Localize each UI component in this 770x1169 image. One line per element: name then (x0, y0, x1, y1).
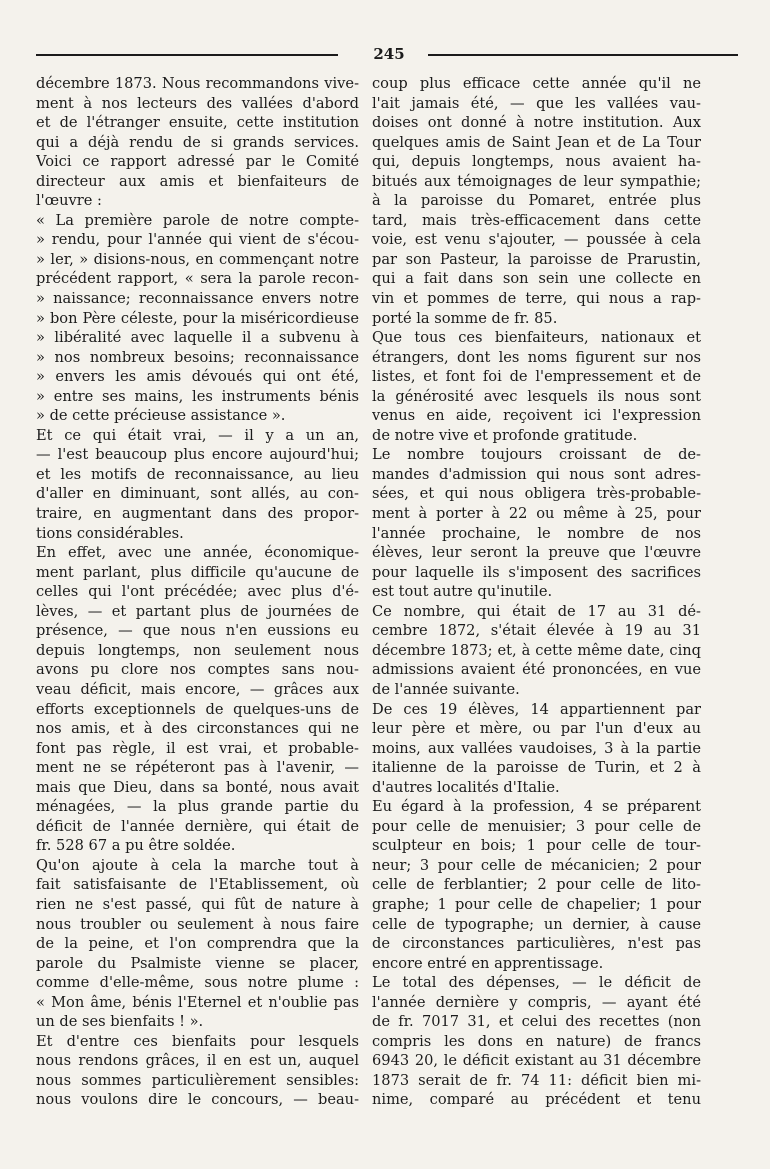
text-line: à la paroisse du Pomaret, entrée plus (372, 192, 701, 210)
text-line: nous rendons grâces, il en est un, auquel (36, 1052, 359, 1070)
text-line: » envers les amis dévoués qui ont été, (36, 368, 359, 386)
text-line: sées, et qui nous obligera très-probable- (372, 485, 701, 503)
text-line: de circonstances particulières, n'est pas (372, 935, 701, 953)
text-line: rien ne s'est passé, qui fût de nature à (36, 895, 359, 913)
text-line: parole du Psalmiste vienne se placer, (36, 954, 359, 972)
text-line: élèves, leur seront la preuve que l'œuvre (372, 544, 701, 562)
text-line: graphe; 1 pour celle de chapelier; 1 pour (372, 895, 701, 913)
text-line: En effet, avec une année, économique- (36, 544, 359, 562)
text-line: un de ses bienfaits ! ». (36, 1013, 204, 1031)
text-line: » naissance; reconnaissance envers notre (36, 290, 359, 308)
text-line: qui a fait dans son sein une collecte en (372, 270, 701, 288)
text-line: neur; 3 pour celle de mécanicien; 2 pour (372, 856, 701, 874)
text-line: quelques amis de Saint Jean et de La Tour (372, 133, 701, 151)
text-line: ment à porter à 22 ou même à 25, pour (372, 505, 701, 523)
text-line: nos amis, et à des circonstances qui ne (36, 720, 359, 738)
text-line: nous troubler ou seulement à nous faire (36, 915, 359, 933)
text-line: mandes d'admission qui nous sont adres- (372, 465, 701, 483)
text-line: veau déficit, mais encore, — grâces aux (36, 680, 359, 698)
text-line: par son Pasteur, la paroisse de Prarustin, (372, 250, 701, 268)
text-line: Voici ce rapport adressé par le Comité (36, 153, 359, 171)
text-line: et de l'étranger ensuite, cette institution (36, 114, 359, 132)
text-line: celle de ferblantier; 2 pour celle de lito- (372, 876, 701, 894)
text-line: Que tous ces bienfaiteurs, nationaux et (372, 329, 701, 347)
text-line: cembre 1872, s'était élevée à 19 au 31 (372, 622, 701, 640)
text-line: Ce nombre, qui était de 17 au 31 dé- (372, 602, 701, 620)
text-line: leur père et mère, ou par l'un d'eux au (372, 720, 701, 738)
text-line: l'année prochaine, le nombre de nos (372, 524, 701, 542)
text-line: Et ce qui était vrai, — il y a un an, (36, 426, 359, 444)
text-line: voie, est venu s'ajouter, — poussée à cela (372, 231, 701, 249)
text-line: 1873 serait de fr. 74 11: déficit bien mi- (372, 1071, 701, 1089)
text-line: » bon Père céleste, pour la miséricordieuse (36, 309, 359, 327)
text-line: ménagées, — la plus grande partie du (36, 798, 359, 816)
text-line: ment à nos lecteurs des vallées d'abord (36, 94, 359, 112)
text-line: qui, depuis longtemps, nous avaient ha- (372, 153, 701, 171)
text-line: traire, en augmentant dans des propor- (36, 505, 359, 523)
text-line: celle de typographe; un dernier, à cause (372, 915, 701, 933)
text-line: tard, mais très-efficacement dans cette (372, 211, 701, 229)
page-header (36, 44, 738, 64)
text-line: de l'année suivante. (372, 680, 520, 698)
text-line: avons pu clore nos comptes sans nou- (36, 661, 359, 679)
text-line: » rendu, pour l'année qui vient de s'écou- (36, 231, 359, 249)
text-line: Eu égard à la profession, 4 se préparent (372, 798, 701, 816)
text-line: Qu'on ajoute à cela la marche tout à (36, 856, 359, 874)
text-line: lèves, — et partant plus de journées de (36, 602, 359, 620)
text-line: déficit de l'année dernière, qui était de (36, 817, 359, 835)
text-line: coup plus efficace cette année qu'il ne (372, 75, 701, 92)
text-line: précédent rapport, « sera la parole recon- (36, 270, 359, 288)
page-number: 245 (373, 45, 405, 63)
text-line: pour celle de menuisier; 3 pour celle de (372, 817, 701, 835)
text-line: mais que Dieu, dans sa bonté, nous avait (36, 778, 359, 796)
text-line: bitués aux témoignages de leur sympathie; (372, 172, 701, 190)
text-line: font pas règle, il est vrai, et probable- (36, 739, 359, 757)
text-line: encore entré en apprentissage. (372, 954, 604, 972)
text-line: pour laquelle ils s'imposent des sacrifices (372, 563, 701, 581)
text-line: de notre vive et profonde gratitude. (372, 426, 638, 444)
left-column (36, 74, 359, 1110)
text-line: Le nombre toujours croissant de de- (372, 446, 701, 464)
text-line: décembre 1873. Nous recommandons vive- (36, 75, 359, 92)
text-line: la générosité avec lesquels ils nous sont (372, 387, 701, 405)
text-line: depuis longtemps, non seulement nous (36, 641, 359, 659)
text-line: décembre 1873; et, à cette même date, cinq (372, 641, 701, 659)
text-line: directeur aux amis et bienfaiteurs de (36, 172, 359, 190)
text-line: étrangers, dont les noms figurent sur nos (372, 348, 701, 366)
text-line: » de cette précieuse assistance ». (36, 407, 286, 425)
text-line: d'aller en diminuant, sont allés, au con- (36, 485, 359, 503)
text-line: est tout autre qu'inutile. (372, 583, 553, 601)
text-line: » entre ses mains, les instruments bénis (36, 387, 359, 405)
header-rule-left (36, 54, 338, 56)
text-line: moins, aux vallées vaudoises, 3 à la partie (372, 739, 701, 757)
text-line: — l'est beaucoup plus encore aujourd'hui; (36, 446, 359, 464)
text-line: tions considérables. (36, 524, 184, 542)
text-line: ment parlant, plus difficile qu'aucune de (36, 563, 359, 581)
text-line: « Mon âme, bénis l'Eternel et n'oublie pas (36, 993, 359, 1011)
text-line: » ler, » disions-nous, en commençant notre (36, 250, 359, 268)
text-line: Le total des dépenses, — le déficit de (372, 974, 701, 992)
text-line: ment ne se répéteront pas à l'avenir, — (36, 759, 359, 777)
text-line: l'année dernière y compris, — ayant été (372, 993, 701, 1011)
text-line: l'œuvre : (36, 192, 102, 210)
text-line: » nos nombreux besoins; reconnaissance (36, 348, 359, 366)
text-line: sculpteur en bois; 1 pour celle de tour- (372, 837, 701, 855)
text-line: compris les dons en nature) de francs (372, 1032, 701, 1050)
text-line: fr. 528 67 a pu être soldée. (36, 837, 236, 855)
text-line: d'autres localités d'Italie. (372, 778, 560, 796)
text-line: vin et pommes de terre, qui nous a rap- (372, 290, 701, 308)
text-line: admissions avaient été prononcées, en vue (372, 661, 701, 679)
text-line: l'ait jamais été, — que les vallées vau- (372, 94, 701, 112)
text-line: De ces 19 élèves, 14 appartiennent par (372, 700, 701, 718)
text-line: Et d'entre ces bienfaits pour lesquels (36, 1032, 359, 1050)
header-rule-right (428, 54, 738, 56)
text-line: fait satisfaisante de l'Etablissement, où (36, 876, 359, 894)
text-line: nime, comparé au précédent et tenu (372, 1091, 701, 1109)
text-line: et les motifs de reconnaissance, au lieu (36, 465, 359, 483)
text-line: de fr. 7017 31, et celui des recettes (non (372, 1013, 701, 1031)
text-line: porté la somme de fr. 85. (372, 309, 558, 327)
right-column (372, 74, 701, 1110)
text-line: qui a déjà rendu de si grands services. (36, 133, 359, 151)
text-line: 6943 20, le déficit existant au 31 décembre (372, 1052, 701, 1070)
text-line: comme d'elle-même, sous notre plume : (36, 974, 359, 992)
text-line: celles qui l'ont précédée; avec plus d'é- (36, 583, 359, 601)
text-line: venus en aide, reçoivent ici l'expression (372, 407, 701, 425)
text-line: listes, et font foi de l'empressement et de (372, 368, 701, 386)
text-line: présence, — que nous n'en eussions eu (36, 622, 359, 640)
text-line: « La première parole de notre compte- (36, 211, 359, 229)
text-line: de la peine, et l'on comprendra que la (36, 935, 359, 953)
text-line: nous sommes particulièrement sensibles: (36, 1071, 359, 1089)
text-line: » libéralité avec laquelle il a subvenu à (36, 329, 359, 347)
text-line: italienne de la paroisse de Turin, et 2 à (372, 759, 701, 777)
text-line: doises ont donné à notre institution. Aux (372, 114, 701, 132)
text-line: efforts exceptionnels de quelques-uns de (36, 700, 359, 718)
text-line: nous voulons dire le concours, — beau- (36, 1091, 359, 1109)
